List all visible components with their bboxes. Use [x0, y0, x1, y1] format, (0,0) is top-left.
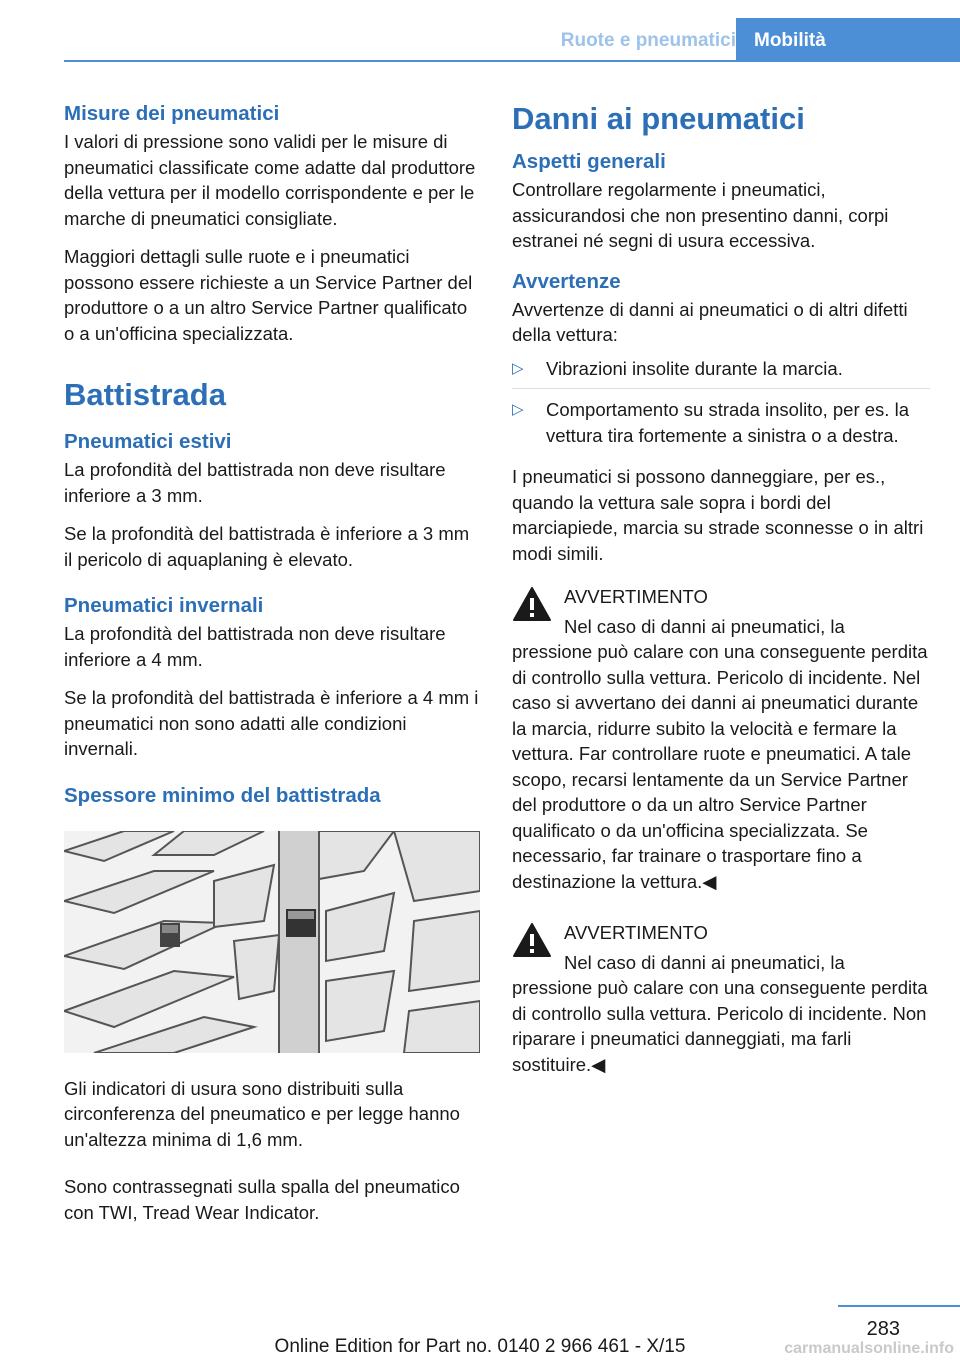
tire-damage-heading: Danni ai pneumatici [512, 101, 805, 136]
left-column [64, 100, 480, 1238]
warning-text: Nel caso di danni ai pneumatici, la pressione può calare con una conseguente perdita di controllo sulla vettura. Pericolo di incidente. Non riparare i pneumatici danneggiati, ma farli sostituire.◀ [512, 951, 928, 1075]
min-tread-paragraph-2: Sono contrassegnati sulla spalla del pneumatico con TWI, Tread Wear Indicator. [64, 1176, 460, 1223]
general-heading: Aspetti generali [512, 150, 666, 173]
chapter-tab-label: Mobilità [754, 30, 826, 51]
right-column [512, 100, 930, 1091]
general-paragraph: Controllare regolarmente i pneumatici, assicurandosi che non presentino danni, corpi estranei né segni di usura eccessiva. [512, 179, 889, 251]
damage-signs-list [512, 356, 930, 457]
summer-paragraph-1: La profondità del battistrada non deve risultare inferiore a 3 mm. [64, 459, 446, 506]
edition-footer: Online Edition for Part no. 0140 2 966 461 - X/15 [274, 1336, 686, 1357]
warning-text: Nel caso di danni ai pneumatici, la pressione può calare con una conseguente perdita di controllo sulla vettura. Pericolo di incidente. Nel caso si avvertano dei danni ai pneumatici durante la marcia, ridurre subito la velocità e fermare la vettura. Far controllare ruote e pneumatici. A tale scopo, recarsi lentamente da un Service Partner del produttore o da un altro Service Partner qualificato o da un'officina specializzata. Se necessario, far trainare o trasportare fino a destinazione la vettura.◀ [512, 615, 928, 892]
warning-title: AVVERTIMENTO [564, 922, 708, 943]
bullet-arrow-icon: ▷ [512, 359, 524, 377]
list-item-text: Vibrazioni insolite durante la marcia. [546, 357, 843, 379]
min-tread-paragraph-1: Gli indicatori di usura sono distribuiti sulla circonferenza del pneumatico e per legge hanno un'altezza minima di 1,6 mm. [64, 1077, 460, 1150]
header-rule [64, 60, 960, 62]
tread-heading: Battistrada [64, 377, 226, 412]
section-tab: Ruote e pneumatici [560, 30, 736, 51]
warning-block-1 [512, 584, 930, 894]
tire-sizes-paragraph-2: Maggiori dettagli sulle ruote e i pneumatici possono essere richieste a un Service Partner del produttore o a un altro Service Partner qualificato o a un'officina specializzata. [64, 246, 473, 344]
warning-block-2 [512, 920, 930, 1077]
chapter-tab [736, 18, 960, 62]
warning-triangle-icon [512, 586, 552, 622]
after-list-paragraph: I pneumatici si possono danneggiare, per es., quando la vettura sale sopra i bordi del marciapiede, marcia su strade sconnesse o in altri modi simili. [512, 466, 924, 564]
summer-paragraph-2: Se la profondità del battistrada è inferiore a 3 mm il pericolo di aquaplaning è elevato. [64, 523, 470, 570]
list-item [512, 397, 930, 456]
page-header [64, 0, 960, 62]
notes-paragraph: Avvertenze di danni ai pneumatici o di altri difetti della vettura: [512, 298, 908, 345]
list-item [512, 356, 930, 390]
summer-tires-heading: Pneumatici estivi [64, 430, 232, 453]
winter-paragraph-2: Se la profondità del battistrada è inferiore a 4 mm i pneumatici non sono adatti alle condizioni invernali. [64, 687, 479, 759]
warning-triangle-icon [512, 922, 552, 958]
bullet-arrow-icon: ▷ [512, 401, 524, 418]
page-number-rule [838, 1305, 960, 1307]
list-item-text: Comportamento su strada insolito, per es. la vettura tira fortemente a sinistra o a destra. [546, 399, 909, 446]
watermark: carmanualsonline.info [784, 1340, 954, 1357]
page-number: 283 [866, 1318, 900, 1340]
min-tread-heading: Spessore minimo del battistrada [64, 783, 381, 807]
tire-sizes-heading: Misure dei pneumatici [64, 102, 280, 125]
warning-title: AVVERTIMENTO [564, 586, 708, 607]
winter-tires-heading: Pneumatici invernali [64, 594, 264, 617]
tire-sizes-paragraph-1: I valori di pressione sono validi per le misure di pneumatici classificate come adatte dal produttore della vettura per il modello corrispondente e per le marche di pneumatici consigliate. [64, 131, 476, 229]
tread-wear-indicator-illustration [64, 831, 480, 1053]
notes-heading: Avvertenze [512, 269, 621, 293]
winter-paragraph-1: La profondità del battistrada non deve risultare inferiore a 4 mm. [64, 623, 446, 670]
